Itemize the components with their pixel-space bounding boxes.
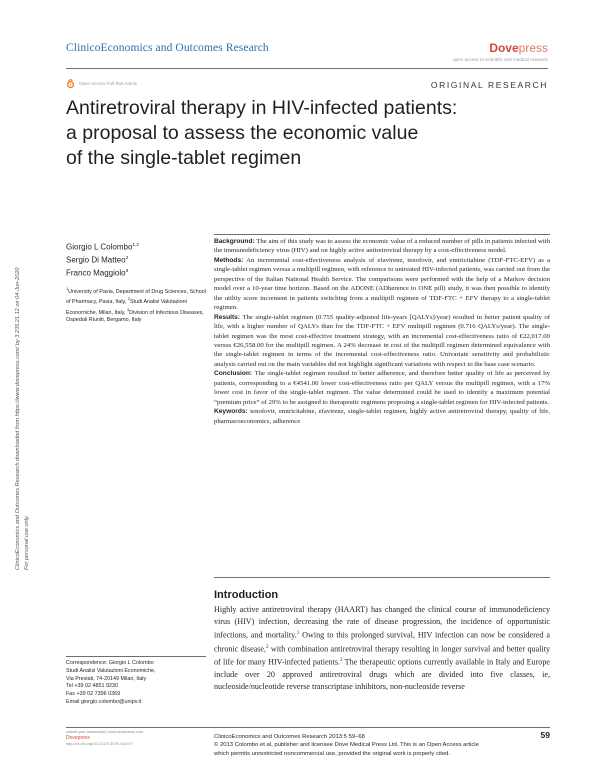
- abstract-background: Background: The aim of this study was to assess the economic value of a reduced number of pills in patients infected with the immunodeficiency virus (HIV) and on highly active antiretroviral therapy by a cost-effectiveness model.: [214, 238, 550, 255]
- license-text: © 2013 Colombo et al, publisher and licensee Dove Medical Press Ltd. This is an Open Access article: [214, 742, 479, 749]
- author: Sergio Di Matteo$^2$: [66, 255, 129, 265]
- journal-reference: ClinicoEconomics and Outcomes Research 2013:5 59–68: [214, 734, 365, 740]
- page-number: 59: [540, 730, 550, 740]
- footer-links: [66, 729, 143, 748]
- abstract-keywords: Keywords: tenofovir, emtricitabine, efavirenz, single-tablet regimen, highly active antiretroviral therapy, quality of life, pharmacoeconomics, adherence: [214, 408, 550, 425]
- author-list: [66, 240, 139, 279]
- footer-brand: Dovepress: [66, 735, 90, 742]
- open-access-badge: [66, 79, 137, 88]
- watermark-line: For personal use only.: [24, 515, 30, 570]
- article-title: [66, 96, 536, 171]
- article-type: ORIGINAL RESEARCH: [430, 80, 548, 90]
- publisher-brand: Dove: [489, 41, 519, 55]
- title-line: a proposal to assess the economic value: [66, 122, 419, 144]
- abstract-results: Results: The single-tablet regimen (0.755 quality-adjusted life-years [QALYs]/year) resulted in better patient quality of life, with a higher number of QALYs than for the TDF-FTC + EFV multipill regimen (0.716 QALYs/year). The single-tablet regimen was the most cost-effective treatment strategy, with an incremental cost-effectiveness ratio of €22,017.00 versus €26,558.00 for the multipill regimen. A 24% decrease in cost of the multipill regimen determined equivalence with the single-tablet regimen in terms of the incremental cost-effectiveness ratio. Univariate sensitivity and probabilistic analysis carried out on the main variables did not highlight significant variations with respect to the base case scenario.: [214, 313, 550, 368]
- abstract-methods: Methods: An incremental cost-effectiveness analysis of efavirenz, tenofovir, and emtricitabine (TDF-FTC-EFV) as a single-tablet regimen versus a multipill regimen, with reference to untreated HIV-infected patients, was carried out from the perspective of the Italian National Health Service. The comparisons were performed with the help of a Markov decision model over a 10-year time horizon. Based on the ADONE (ADherence to ONE pill) study, it was then possible to identify the utility score increment in patients switching from a multipill regimen of TDF-FTC + EFV therapy to a single-tablet regimen.: [214, 256, 550, 312]
- title-line: of the single-tablet regimen: [66, 147, 302, 169]
- watermark-line: ClinicoEconomics and Outcomes Research downloaded from https://www.dovepress.com/ by 3.235.21.12 on 04-Jun-2020: [15, 267, 21, 570]
- author: Giorgio L Colombo$^{1,2}$: [66, 242, 140, 252]
- open-access-lock-icon: [66, 79, 75, 88]
- abstract-top-rule: [214, 234, 550, 235]
- header-rule: [66, 68, 548, 69]
- journal-name: ClinicoEconomics and Outcomes Research: [66, 42, 269, 54]
- footer-rule: [66, 727, 550, 728]
- correspondence: Correspondence: Giorgio L Colombo Studi Analisi Valutazioni Economiche, Via Previati, 74-20149 Milan, Italy Tel +39 02 4851 9230 Fax +39 02 7396 0369 Email giorgio.colombo@unipv.it: [66, 660, 206, 707]
- doi-link[interactable]: http://dx.doi.org/10.2147/CEOR.S41977: [66, 742, 134, 747]
- open-access-label: Open Access Full Text Article: [79, 81, 137, 86]
- download-watermark: [14, 124, 40, 584]
- affiliations: $^1$University of Pavia, Department of Drug Sciences, School of Pharmacy, Pavia, Italy, $^2$Studi Analisi Valutazioni Economiche, Milan, Italy, $^3$Division of Infectious Diseases, Ospedali Riuniti, Bergamo, Italy: [66, 287, 206, 324]
- author: Franco Maggiolo$^3$: [66, 268, 129, 278]
- section-heading: Introduction: [214, 589, 279, 601]
- abstract-bottom-rule: [214, 577, 550, 578]
- title-line: Antiretroviral therapy in HIV-infected patients:: [66, 97, 458, 119]
- abstract: [214, 237, 550, 426]
- footer-citation: [214, 731, 550, 758]
- publisher-tagline: open access to scientific and medical research: [453, 57, 548, 62]
- abstract-conclusion: Conclusion: The single-tablet regimen resulted in better adherence, and therefore better quality of life as perceived by patients, corresponding to a €4541.00 lower cost-effectiveness ratio per QALY versus the multipill regimen, with a 17% lower cost in favor of the single-tablet regimen. The value determined could be used to identify a maximum potential “premium price” of 29% to be assigned to therapeutic regimens proposing a single-tablet regimen for HIV-infected patients.: [214, 370, 550, 406]
- license-text: which permits unrestricted noncommercial use, provided the original work is properly cited.: [214, 750, 451, 757]
- submit-link[interactable]: submit your manuscript | www.dovepress.com: [66, 730, 144, 734]
- correspondence-email[interactable]: Email giorgio.colombo@unipv.it: [66, 698, 142, 705]
- publisher-brand-suffix: press: [518, 41, 548, 55]
- publisher-logo: [489, 41, 548, 55]
- correspondence-rule: [66, 656, 206, 657]
- introduction-text: Highly active antiretroviral therapy (HAART) has changed the clinical course of immunodeficiency virus (HIV) infection, decreasing the rate of disease progression, the incidence of opportunistic infections, and mortality.$^1$ Owing to this prolonged survival, HIV infection can now be considered a chronic disease,$^2$ with combination antiretroviral therapy resulting in longer survival and better quality of life for many HIV-infected patients.$^3$ The therapeutic options currently available in Italy and Europe include over 20 approved antiretroviral drugs which are divided into five classes, ie, nucleoside/nucleotide reverse transcriptase inhibitors, non-nucleoside reverse: [214, 605, 551, 692]
